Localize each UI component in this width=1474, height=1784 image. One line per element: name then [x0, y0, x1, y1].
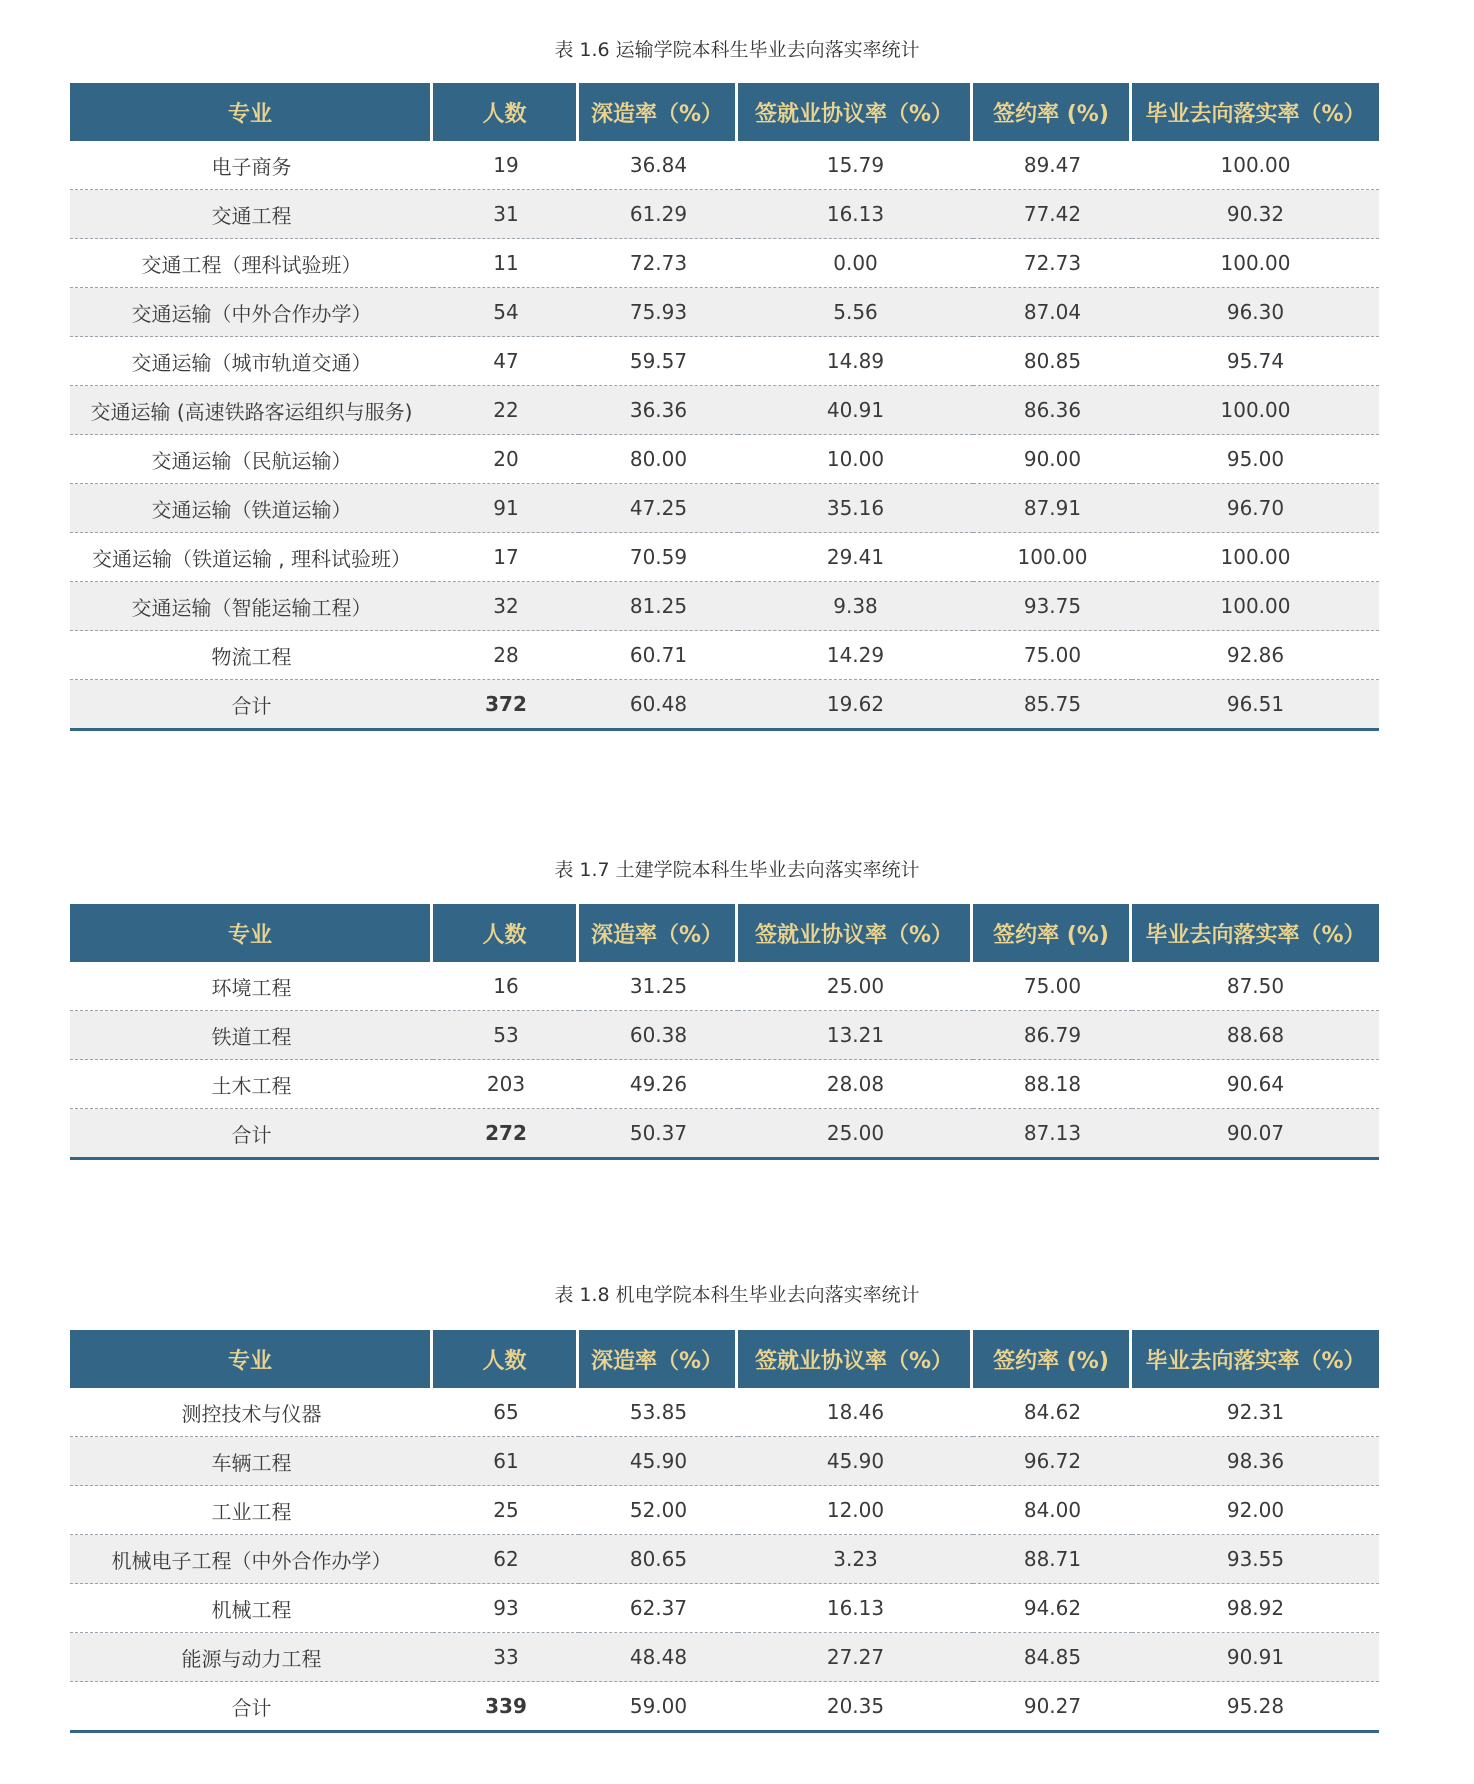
table-row	[70, 1633, 1379, 1682]
table-row	[70, 190, 1379, 239]
cell-agreement: 10.00	[738, 435, 973, 484]
cell-count: 31	[433, 190, 579, 239]
cell-further-study: 60.71	[579, 631, 738, 680]
cell-signing: 77.42	[973, 190, 1132, 239]
cell-placement: 90.32	[1132, 190, 1379, 239]
cell-further-study: 61.29	[579, 190, 738, 239]
table-row	[70, 533, 1379, 582]
cell-placement: 100.00	[1132, 239, 1379, 288]
cell-placement: 95.00	[1132, 435, 1379, 484]
cell-major: 测控技术与仪器	[70, 1388, 433, 1437]
col-header-signing-rate: 签约率 (%)	[973, 904, 1132, 962]
cell-further-study: 62.37	[579, 1584, 738, 1633]
cell-further-study: 59.00	[579, 1682, 738, 1733]
cell-placement: 96.51	[1132, 680, 1379, 731]
cell-count: 61	[433, 1437, 579, 1486]
cell-count: 25	[433, 1486, 579, 1535]
table-row	[70, 1388, 1379, 1437]
cell-total-label: 合计	[70, 680, 433, 731]
cell-further-study: 70.59	[579, 533, 738, 582]
col-header-major: 专业	[70, 83, 433, 141]
cell-count: 47	[433, 337, 579, 386]
col-header-employment-agreement-rate: 签就业协议率（%）	[738, 1330, 973, 1388]
col-header-further-study-rate: 深造率（%）	[579, 904, 738, 962]
cell-further-study: 80.00	[579, 435, 738, 484]
total-row	[70, 1682, 1379, 1733]
cell-further-study: 60.38	[579, 1011, 738, 1060]
cell-signing: 80.85	[973, 337, 1132, 386]
cell-further-study: 75.93	[579, 288, 738, 337]
cell-major: 工业工程	[70, 1486, 433, 1535]
cell-signing: 93.75	[973, 582, 1132, 631]
cell-placement: 100.00	[1132, 533, 1379, 582]
cell-major: 土木工程	[70, 1060, 433, 1109]
table-row	[70, 386, 1379, 435]
cell-further-study: 81.25	[579, 582, 738, 631]
header-row	[70, 1330, 1379, 1388]
table-row	[70, 288, 1379, 337]
cell-count: 32	[433, 582, 579, 631]
cell-agreement: 14.29	[738, 631, 973, 680]
cell-major: 车辆工程	[70, 1437, 433, 1486]
col-header-signing-rate: 签约率 (%)	[973, 1330, 1132, 1388]
cell-signing: 94.62	[973, 1584, 1132, 1633]
cell-further-study: 52.00	[579, 1486, 738, 1535]
cell-count: 28	[433, 631, 579, 680]
cell-signing: 85.75	[973, 680, 1132, 731]
cell-further-study: 80.65	[579, 1535, 738, 1584]
table-caption-1-6: 表 1.6 运输学院本科生毕业去向落实率统计	[554, 39, 920, 61]
table-row	[70, 1060, 1379, 1109]
cell-major: 环境工程	[70, 962, 433, 1011]
header-row	[70, 83, 1379, 141]
cell-count: 54	[433, 288, 579, 337]
cell-agreement: 29.41	[738, 533, 973, 582]
cell-agreement: 27.27	[738, 1633, 973, 1682]
table-row	[70, 1584, 1379, 1633]
cell-total-count: 339	[433, 1682, 579, 1733]
col-header-further-study-rate: 深造率（%）	[579, 1330, 738, 1388]
col-header-employment-agreement-rate: 签就业协议率（%）	[738, 904, 973, 962]
cell-signing: 87.13	[973, 1109, 1132, 1160]
table-row	[70, 631, 1379, 680]
cell-major: 机械工程	[70, 1584, 433, 1633]
cell-major: 交通工程	[70, 190, 433, 239]
cell-further-study: 31.25	[579, 962, 738, 1011]
cell-signing: 75.00	[973, 631, 1132, 680]
cell-placement: 92.00	[1132, 1486, 1379, 1535]
cell-count: 17	[433, 533, 579, 582]
col-header-further-study-rate: 深造率（%）	[579, 83, 738, 141]
cell-further-study: 36.84	[579, 141, 738, 190]
cell-agreement: 40.91	[738, 386, 973, 435]
table-row	[70, 484, 1379, 533]
col-header-major: 专业	[70, 904, 433, 962]
cell-signing: 86.79	[973, 1011, 1132, 1060]
table-row	[70, 337, 1379, 386]
cell-further-study: 48.48	[579, 1633, 738, 1682]
col-header-count: 人数	[433, 904, 579, 962]
cell-placement: 98.36	[1132, 1437, 1379, 1486]
cell-signing: 86.36	[973, 386, 1132, 435]
cell-count: 11	[433, 239, 579, 288]
cell-placement: 92.86	[1132, 631, 1379, 680]
table-transport-college	[70, 83, 1379, 731]
cell-count: 62	[433, 1535, 579, 1584]
cell-agreement: 20.35	[738, 1682, 973, 1733]
cell-count: 33	[433, 1633, 579, 1682]
cell-further-study: 60.48	[579, 680, 738, 731]
cell-major: 交通运输（智能运输工程）	[70, 582, 433, 631]
cell-signing: 88.18	[973, 1060, 1132, 1109]
col-header-signing-rate: 签约率 (%)	[973, 83, 1132, 141]
cell-signing: 72.73	[973, 239, 1132, 288]
table-row	[70, 1011, 1379, 1060]
cell-placement: 90.91	[1132, 1633, 1379, 1682]
cell-agreement: 14.89	[738, 337, 973, 386]
cell-signing: 90.27	[973, 1682, 1132, 1733]
table-row	[70, 1486, 1379, 1535]
cell-major: 交通运输（城市轨道交通）	[70, 337, 433, 386]
cell-agreement: 9.38	[738, 582, 973, 631]
cell-major: 机械电子工程（中外合作办学）	[70, 1535, 433, 1584]
col-header-employment-agreement-rate: 签就业协议率（%）	[738, 83, 973, 141]
cell-total-label: 合计	[70, 1109, 433, 1160]
cell-signing: 84.62	[973, 1388, 1132, 1437]
cell-major: 能源与动力工程	[70, 1633, 433, 1682]
cell-placement: 96.70	[1132, 484, 1379, 533]
cell-count: 19	[433, 141, 579, 190]
cell-count: 203	[433, 1060, 579, 1109]
cell-placement: 95.28	[1132, 1682, 1379, 1733]
table-row	[70, 962, 1379, 1011]
cell-count: 16	[433, 962, 579, 1011]
col-header-placement-rate: 毕业去向落实率（%）	[1132, 83, 1379, 141]
cell-agreement: 3.23	[738, 1535, 973, 1584]
cell-further-study: 47.25	[579, 484, 738, 533]
header-row	[70, 904, 1379, 962]
table-caption-1-8: 表 1.8 机电学院本科生毕业去向落实率统计	[554, 1284, 920, 1306]
table-row	[70, 239, 1379, 288]
table-mechatronics-college	[70, 1330, 1379, 1733]
cell-major: 交通运输（铁道运输 , 理科试验班）	[70, 533, 433, 582]
cell-signing: 89.47	[973, 141, 1132, 190]
cell-agreement: 25.00	[738, 1109, 973, 1160]
col-header-placement-rate: 毕业去向落实率（%）	[1132, 1330, 1379, 1388]
cell-placement: 90.64	[1132, 1060, 1379, 1109]
cell-placement: 90.07	[1132, 1109, 1379, 1160]
cell-count: 53	[433, 1011, 579, 1060]
table-row	[70, 435, 1379, 484]
cell-major: 交通运输 (高速铁路客运组织与服务)	[70, 386, 433, 435]
cell-signing: 90.00	[973, 435, 1132, 484]
cell-agreement: 35.16	[738, 484, 973, 533]
cell-agreement: 16.13	[738, 1584, 973, 1633]
cell-placement: 100.00	[1132, 141, 1379, 190]
cell-agreement: 25.00	[738, 962, 973, 1011]
cell-signing: 84.00	[973, 1486, 1132, 1535]
cell-total-count: 372	[433, 680, 579, 731]
table-civil-engineering-college	[70, 904, 1379, 1160]
cell-further-study: 59.57	[579, 337, 738, 386]
cell-placement: 98.92	[1132, 1584, 1379, 1633]
table-row	[70, 582, 1379, 631]
cell-total-count: 272	[433, 1109, 579, 1160]
cell-agreement: 19.62	[738, 680, 973, 731]
cell-agreement: 15.79	[738, 141, 973, 190]
cell-signing: 87.04	[973, 288, 1132, 337]
cell-count: 91	[433, 484, 579, 533]
cell-placement: 100.00	[1132, 582, 1379, 631]
cell-placement: 87.50	[1132, 962, 1379, 1011]
cell-signing: 96.72	[973, 1437, 1132, 1486]
col-header-placement-rate: 毕业去向落实率（%）	[1132, 904, 1379, 962]
cell-signing: 84.85	[973, 1633, 1132, 1682]
cell-agreement: 16.13	[738, 190, 973, 239]
col-header-count: 人数	[433, 83, 579, 141]
cell-further-study: 45.90	[579, 1437, 738, 1486]
cell-placement: 88.68	[1132, 1011, 1379, 1060]
table-caption-1-7: 表 1.7 土建学院本科生毕业去向落实率统计	[554, 859, 920, 881]
cell-further-study: 53.85	[579, 1388, 738, 1437]
cell-further-study: 72.73	[579, 239, 738, 288]
cell-major: 铁道工程	[70, 1011, 433, 1060]
col-header-count: 人数	[433, 1330, 579, 1388]
cell-agreement: 5.56	[738, 288, 973, 337]
cell-signing: 88.71	[973, 1535, 1132, 1584]
cell-signing: 75.00	[973, 962, 1132, 1011]
cell-major: 电子商务	[70, 141, 433, 190]
cell-agreement: 28.08	[738, 1060, 973, 1109]
cell-count: 65	[433, 1388, 579, 1437]
table-row	[70, 1437, 1379, 1486]
cell-signing: 100.00	[973, 533, 1132, 582]
cell-placement: 92.31	[1132, 1388, 1379, 1437]
total-row	[70, 680, 1379, 731]
cell-agreement: 13.21	[738, 1011, 973, 1060]
cell-further-study: 36.36	[579, 386, 738, 435]
cell-placement: 95.74	[1132, 337, 1379, 386]
cell-major: 交通工程（理科试验班）	[70, 239, 433, 288]
cell-major: 交通运输（铁道运输）	[70, 484, 433, 533]
cell-placement: 93.55	[1132, 1535, 1379, 1584]
cell-count: 93	[433, 1584, 579, 1633]
cell-placement: 100.00	[1132, 386, 1379, 435]
cell-count: 20	[433, 435, 579, 484]
cell-signing: 87.91	[973, 484, 1132, 533]
cell-agreement: 0.00	[738, 239, 973, 288]
table-row	[70, 141, 1379, 190]
cell-major: 交通运输（中外合作办学）	[70, 288, 433, 337]
cell-further-study: 50.37	[579, 1109, 738, 1160]
cell-placement: 96.30	[1132, 288, 1379, 337]
col-header-major: 专业	[70, 1330, 433, 1388]
cell-agreement: 18.46	[738, 1388, 973, 1437]
cell-count: 22	[433, 386, 579, 435]
cell-further-study: 49.26	[579, 1060, 738, 1109]
table-row	[70, 1535, 1379, 1584]
cell-major: 交通运输（民航运输）	[70, 435, 433, 484]
cell-major: 物流工程	[70, 631, 433, 680]
cell-agreement: 12.00	[738, 1486, 973, 1535]
total-row	[70, 1109, 1379, 1160]
cell-total-label: 合计	[70, 1682, 433, 1733]
cell-agreement: 45.90	[738, 1437, 973, 1486]
